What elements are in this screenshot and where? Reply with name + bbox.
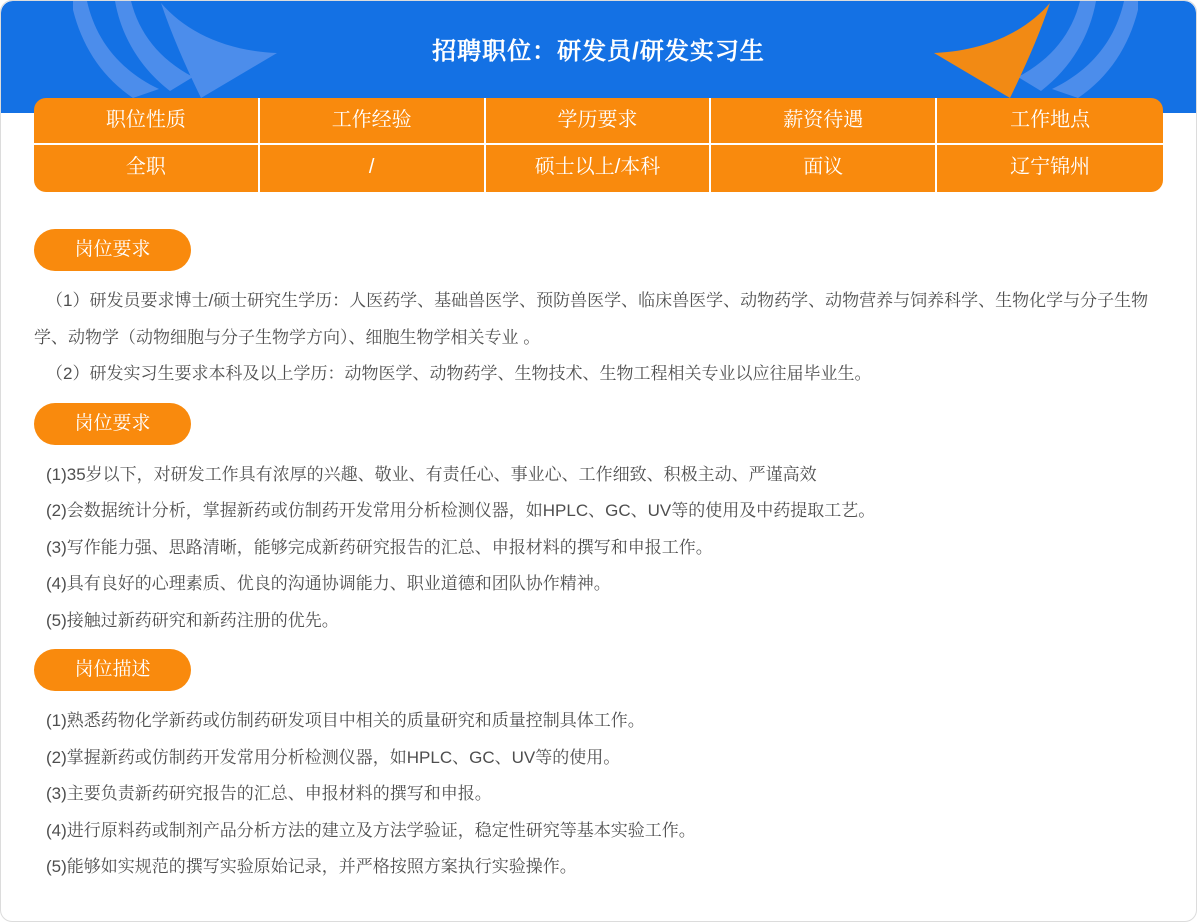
column-header-salary: 薪资待遇 bbox=[711, 98, 937, 145]
column-header-location: 工作地点 bbox=[937, 98, 1163, 145]
section-label-pill: 岗位要求 bbox=[34, 229, 191, 271]
requirement-item: （1）研发员要求博士/硕士研究生学历：人医药学、基础兽医学、预防兽医学、临床兽医学、动物药学、动物营养与饲养科学、生物化学与分子生物学、动物学（动物细胞与分子生物学方向）、细胞生物学相关专业 。 bbox=[34, 291, 1149, 347]
cell-job-type: 全职 bbox=[34, 145, 260, 192]
section-description bbox=[34, 649, 1163, 886]
requirement-item: （2）研发实习生要求本科及以上学历：动物医学、动物药学、生物技术、生物工程相关专业以应往届毕业生。 bbox=[46, 364, 872, 383]
description-item: (2)掌握新药或仿制药开发常用分析检测仪器，如HPLC、GC、UV等的使用。 bbox=[46, 747, 621, 767]
description-item: (3)主要负责新药研究报告的汇总、申报材料的撰写和申报。 bbox=[46, 784, 492, 803]
description-item: (4)进行原料药或制剂产品分析方法的建立及方法学验证，稳定性研究等基本实验工作。 bbox=[46, 820, 696, 840]
requirement-item: (4)具有良好的心理素质、优良的沟通协调能力、职业道德和团队协作精神。 bbox=[46, 574, 611, 593]
column-header-experience: 工作经验 bbox=[260, 98, 486, 145]
page-header bbox=[1, 1, 1196, 113]
cell-experience: / bbox=[260, 145, 486, 192]
section-requirements-1 bbox=[34, 229, 1163, 393]
section-requirements-2 bbox=[34, 403, 1163, 640]
section-label-pill: 岗位要求 bbox=[34, 403, 191, 445]
column-header-job-type: 职位性质 bbox=[34, 98, 260, 145]
description-item: (5)能够如实规范的撰写实验原始记录，并严格按照方案执行实验操作。 bbox=[46, 857, 577, 876]
requirement-item: (5)接触过新药研究和新药注册的优先。 bbox=[46, 610, 339, 630]
cell-salary: 面议 bbox=[711, 145, 937, 192]
job-details bbox=[1, 229, 1196, 886]
column-header-education: 学历要求 bbox=[486, 98, 712, 145]
section-label-pill: 岗位描述 bbox=[34, 649, 191, 691]
page-title: 招聘职位：研发员/研发实习生 bbox=[432, 38, 765, 65]
description-item: (1)熟悉药物化学新药或仿制药研发项目中相关的质量研究和质量控制具体工作。 bbox=[46, 711, 645, 730]
cell-location: 辽宁锦州 bbox=[937, 145, 1163, 192]
summary-table bbox=[34, 98, 1163, 192]
requirement-item: (1)35岁以下，对研发工作具有浓厚的兴趣、敬业、有责任心、事业心、工作细致、积极主动、严谨高效 bbox=[46, 464, 817, 484]
requirement-item: (2)会数据统计分析，掌握新药或仿制药开发常用分析检测仪器，如HPLC、GC、UV等的使用及中药提取工艺。 bbox=[46, 501, 876, 520]
cell-education: 硕士以上/本科 bbox=[486, 145, 712, 192]
requirement-item: (3)写作能力强、思路清晰，能够完成新药研究报告的汇总、申报材料的撰写和申报工作。 bbox=[46, 537, 713, 557]
